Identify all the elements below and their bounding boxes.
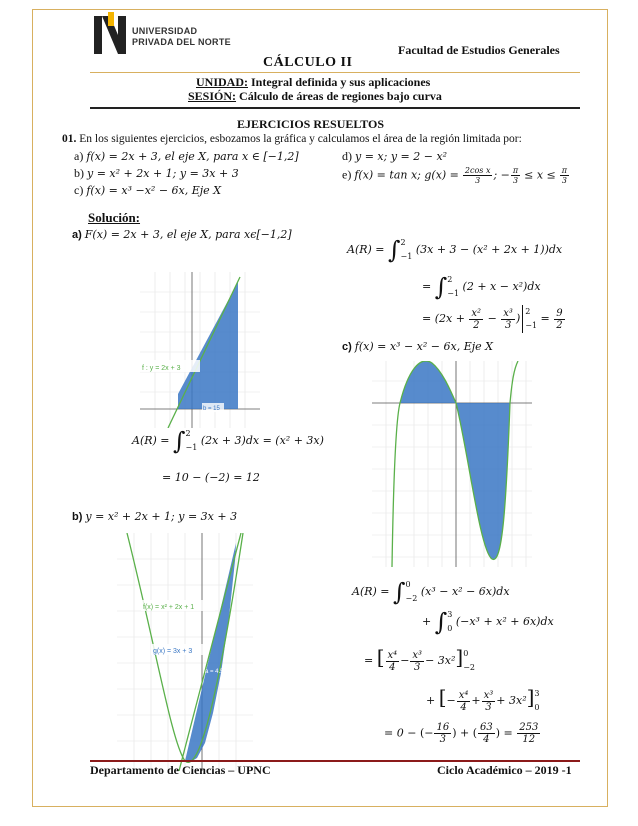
problem-number: 01. xyxy=(62,133,77,145)
university-logo xyxy=(92,12,232,62)
rhs-line3-eq: = xyxy=(540,312,550,325)
rhs-line3-mid: − xyxy=(487,312,497,325)
c-line5-eq: = xyxy=(503,726,513,740)
solution-c xyxy=(342,339,493,354)
item-c-text: 𝑓(𝑥) = 𝑥³ −𝑥² − 6𝑥, 𝐸𝑗𝑒 𝑋 xyxy=(86,184,222,197)
course-title: CÁLCULO II xyxy=(263,55,353,70)
footer-rule xyxy=(90,760,580,762)
area-a-upper: 2 xyxy=(185,429,191,438)
session-label: SESIÓN: xyxy=(188,89,237,103)
solution-b-text: 𝑦 = 𝑥² + 2𝑥 + 1; 𝑦 = 3𝑥 + 3 xyxy=(85,510,238,523)
graph-c xyxy=(372,361,532,567)
c-line2-integrand: (−𝑥³ + 𝑥² + 6𝑥)𝑑𝑥 xyxy=(455,615,554,628)
c-line4-lbracket: [ xyxy=(438,685,447,709)
rhs-line2 xyxy=(422,273,541,301)
c-line3-frac2-num: 𝑥³ xyxy=(412,649,423,661)
rhs-integral-1: ∫ xyxy=(388,236,401,264)
c-line3-frac1 xyxy=(386,650,400,673)
item-e-label: e) xyxy=(342,167,352,182)
item-e-le: ≤ 𝑥 ≤ xyxy=(524,168,556,182)
session-text: Cálculo de áreas de regiones bajo curva xyxy=(236,89,442,103)
c-integral-2: ∫ xyxy=(434,608,448,636)
item-b xyxy=(74,166,239,181)
graph-b xyxy=(117,533,253,771)
c-line1-lhs: 𝐴(𝑅) = xyxy=(352,585,390,598)
rhs-result-den: 2 xyxy=(556,319,563,331)
item-e-text: 𝑓(𝑥) = 𝑡𝑎𝑛 𝑥; 𝑔(𝑥) = xyxy=(354,168,459,182)
solution-a-label: a) xyxy=(72,229,82,241)
c-line2-up: 3 xyxy=(447,610,453,619)
c-line4-rbracket: ] xyxy=(526,685,535,709)
c-line3-frac2-den: 3 xyxy=(414,661,421,673)
item-a xyxy=(74,149,299,164)
c-line5-frac2-num: 63 xyxy=(480,722,493,733)
graph-b-area-label: a = 4.5 xyxy=(205,669,224,675)
c-line5-mid: + xyxy=(459,726,470,740)
problem-text: En los siguientes ejercicios, esbozamos la gráfica y calculamos el área de la región limitada por: xyxy=(79,133,522,145)
item-e-three1: 3 xyxy=(512,176,519,185)
item-d-label: d) xyxy=(342,149,352,163)
rhs-line1 xyxy=(347,236,562,264)
c-line5-pre: = 0 − xyxy=(384,726,417,740)
rhs-lower-2: −1 xyxy=(447,289,460,298)
solution-b xyxy=(72,509,237,524)
rhs-line2-eq: = xyxy=(422,280,432,293)
c-line5-result-num: 253 xyxy=(519,722,539,733)
item-e-pi-frac2 xyxy=(560,166,569,185)
graph-c-region-pos xyxy=(400,361,456,403)
c-line1-up: 0 xyxy=(405,580,411,589)
rhs-lower-3: −1 xyxy=(525,321,538,330)
item-e-frac-num: 2𝑐𝑜𝑠 𝑥 xyxy=(464,166,491,175)
item-d xyxy=(342,149,447,164)
item-e-three2: 3 xyxy=(561,176,567,185)
rhs-frac2 xyxy=(501,308,515,331)
c-line3-up: 0 xyxy=(463,649,469,658)
c-line3-tail: − 3𝑥² xyxy=(425,654,456,667)
c-line5-result-den: 12 xyxy=(522,734,536,745)
c-line1 xyxy=(352,578,510,606)
rhs-line3 xyxy=(422,305,566,333)
c-line2 xyxy=(422,608,554,636)
c-line3-frac2 xyxy=(410,650,424,673)
c-line5-frac2-den: 4 xyxy=(483,734,490,745)
c-line4-frac2-den: 3 xyxy=(485,701,492,713)
item-b-text: 𝑦 = 𝑥² + 2𝑥 + 1; 𝑦 = 3𝑥 + 3 xyxy=(87,167,239,180)
rhs-line2-integrand: (2 + 𝑥 − 𝑥²)𝑑𝑥 xyxy=(462,280,541,293)
area-a-lower: −1 xyxy=(185,443,198,452)
rhs-line3-pre: = (2𝑥 + xyxy=(422,312,465,325)
item-e-pi-frac1 xyxy=(511,166,520,185)
rhs-frac1-den: 2 xyxy=(473,319,480,331)
session-line xyxy=(188,89,442,104)
session-rule xyxy=(90,107,580,109)
c-line3-lbracket: [ xyxy=(376,645,385,669)
item-a-text: 𝑓(𝑥) = 2𝑥 + 3, el eje X, para 𝑥 ∈ [−1,2] xyxy=(86,150,299,163)
c-line1-lo: −2 xyxy=(405,594,418,603)
c-line3-rbracket: ] xyxy=(455,645,464,669)
c-line5-frac2 xyxy=(478,722,495,745)
solution-c-text: 𝑓(𝑥) = 𝑥³ − 𝑥² − 6𝑥, 𝐸𝑗𝑒 𝑋 xyxy=(354,340,493,353)
solution-b-label: b) xyxy=(72,511,83,523)
rhs-result-num: 9 xyxy=(556,307,563,319)
rhs-line1-lhs: 𝐴(𝑅) = xyxy=(347,243,385,256)
graph-a xyxy=(140,272,260,428)
unit-line xyxy=(196,75,430,90)
rhs-upper-2: 2 xyxy=(447,275,453,284)
item-d-text: 𝑦 = 𝑥; 𝑦 = 2 − 𝑥² xyxy=(355,150,448,163)
area-a-lhs: 𝐴(𝑅) = xyxy=(132,434,170,447)
item-c xyxy=(74,183,221,198)
rhs-line3-close: ) xyxy=(515,312,521,325)
item-e-pi1: 𝜋 xyxy=(512,166,519,175)
university-name-line2: PRIVADA DEL NORTE xyxy=(132,37,231,47)
graph-b-label-g: g(x) = 3x + 3 xyxy=(153,648,193,655)
item-e xyxy=(342,166,570,185)
unit-label: UNIDAD: xyxy=(196,75,248,89)
rhs-frac1 xyxy=(469,308,483,331)
c-line4: + [− $\frac{\text{𝑥⁴}}{4}$ + $\frac{\text{𝑥³}}{3}$ + 3𝑥²] 3 0 xyxy=(426,685,540,715)
c-line3-frac1-num: 𝑥⁴ xyxy=(387,649,398,661)
rhs-frac2-den: 3 xyxy=(504,319,512,331)
c-line5-result xyxy=(517,722,540,745)
item-a-label: a) xyxy=(74,149,84,163)
item-e-frac xyxy=(463,166,493,185)
item-b-label: b) xyxy=(74,166,84,180)
rhs-upper-1: 2 xyxy=(400,238,406,247)
item-e-pi2: 𝜋 xyxy=(561,166,568,175)
c-line3-frac1-den: 4 xyxy=(389,661,396,673)
rhs-frac2-num: 𝑥³ xyxy=(503,307,513,319)
rhs-result xyxy=(554,308,564,331)
c-line4-frac2 xyxy=(482,690,496,713)
area-a-integrand: (2𝑥 + 3)𝑑𝑥 = (𝑥² + 3𝑥) xyxy=(200,434,324,447)
area-a-line1 xyxy=(132,427,324,455)
faculty-name: Facultad de Estudios Generales xyxy=(398,43,560,57)
c-line5: = 0 − (− $\frac{16}{3}$ ) + ( $\frac{63}{4}$ ) = $\frac{253}{12}$ xyxy=(384,722,539,745)
c-line3-eq: = xyxy=(364,654,374,667)
c-line4-frac1-num: 𝑥⁴ xyxy=(458,689,469,701)
rhs-lower-1: −1 xyxy=(400,252,413,261)
c-line4-frac1-den: 4 xyxy=(460,701,467,713)
footer-right: Ciclo Académico – 2019 -1 xyxy=(437,763,572,777)
c-line5-frac1-den: 3 xyxy=(439,734,446,745)
integral-sign: ∫ xyxy=(173,427,186,455)
c-line5-frac1-num: 16 xyxy=(436,722,450,733)
c-integral-1: ∫ xyxy=(393,578,406,606)
problem-statement xyxy=(62,133,522,145)
c-line5-frac1 xyxy=(434,722,451,745)
solution-a xyxy=(72,227,292,242)
solution-title: Solución: xyxy=(88,210,141,225)
c-line2-lo: 0 xyxy=(447,624,453,633)
graph-a-label: f : y = 2x + 3 xyxy=(142,365,181,372)
c-line4-frac2-num: 𝑥³ xyxy=(483,689,494,701)
rhs-frac1-num: 𝑥² xyxy=(471,307,482,319)
item-e-rest: ; − xyxy=(493,168,510,182)
item-e-frac-den: 3 xyxy=(475,176,481,185)
graph-b-label-f: f(x) = x² + 2x + 1 xyxy=(143,604,195,611)
c-line3-lo: −2 xyxy=(463,663,475,672)
rhs-line1-integrand: (3𝑥 + 3 − (𝑥² + 2𝑥 + 1))𝑑𝑥 xyxy=(415,243,563,256)
rhs-integral-2: ∫ xyxy=(434,273,448,301)
c-line4-frac1 xyxy=(457,690,471,713)
unit-text: Integral definida y sus aplicaciones xyxy=(248,75,431,89)
c-line4-up: 3 xyxy=(534,689,540,698)
rhs-upper-3: 2 xyxy=(525,307,531,316)
university-name-line1: UNIVERSIDAD xyxy=(132,26,198,36)
header-rule xyxy=(90,72,580,73)
c-line4-lo: 0 xyxy=(534,703,540,712)
footer-left: Departamento de Ciencias – UPNC xyxy=(90,763,271,777)
c-line4-tail: + 3𝑥² xyxy=(496,694,527,707)
c-line1-integrand: (𝑥³ − 𝑥² − 6𝑥)𝑑𝑥 xyxy=(420,585,510,598)
solution-a-text: 𝐹(𝑥) = 2𝑥 + 3, el eje X, para 𝑥𝜖[−1,2] xyxy=(84,228,292,241)
c-line4-plus: + xyxy=(426,694,436,707)
graph-a-area-label: b = 15 xyxy=(203,406,220,412)
c-line2-plus: + xyxy=(422,615,432,628)
solution-c-label: c) xyxy=(342,341,352,353)
section-title: EJERCICIOS RESUELTOS xyxy=(237,117,385,131)
item-c-label: c) xyxy=(74,183,84,197)
c-line3: = [ $\frac{\text{𝑥⁴}}{4}$ − $\frac{\text{𝑥³}}{3}$ − 3𝑥²] 0 −2 xyxy=(364,645,475,675)
upn-emblem-icon xyxy=(92,12,132,58)
area-a-line2: = 10 − (−2) = 12 xyxy=(162,471,260,484)
